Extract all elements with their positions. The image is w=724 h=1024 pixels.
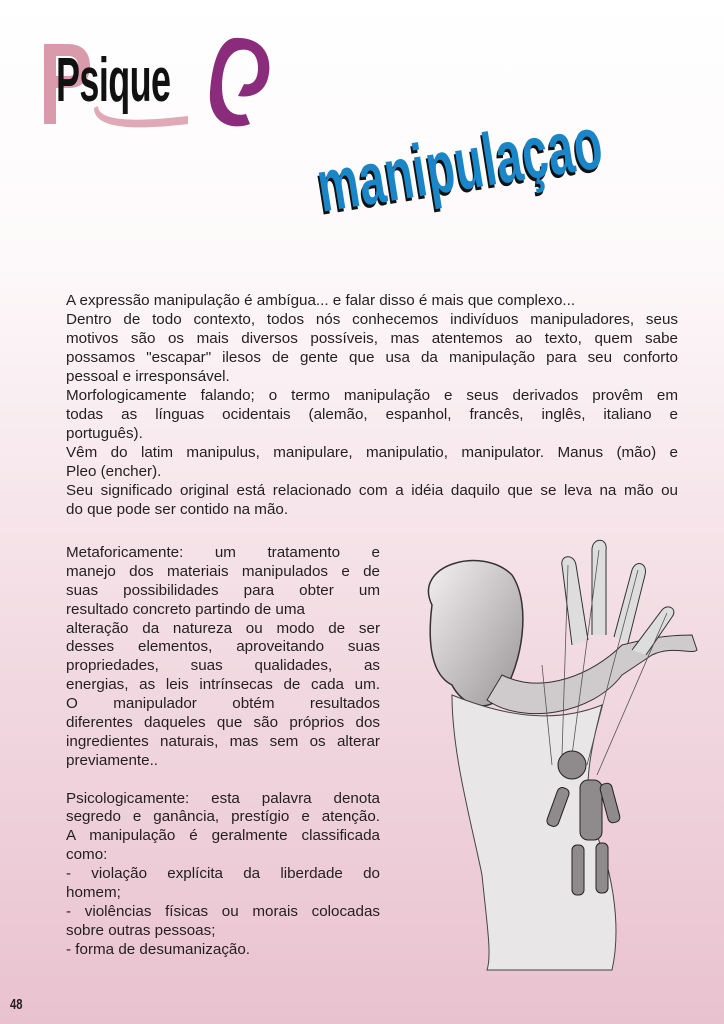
text-line: resultado concreto partindo de uma: [66, 600, 305, 618]
text-line: homem;: [66, 884, 121, 902]
puppet-hand-illustration: [392, 525, 712, 975]
text-line: Metaforicamente: um tratamento e: [66, 544, 380, 561]
text-line: suas possibilidades para obter um: [66, 581, 380, 599]
magazine-logo: [38, 36, 278, 131]
text-line: - violências físicas ou morais colocadas: [66, 902, 380, 920]
text-line: A manipulação é geralmente classificada: [66, 827, 380, 845]
text-line: Pleo (encher).: [66, 463, 162, 480]
text-line: sobre outras pessoas;: [66, 921, 216, 939]
text-line: previamente..: [66, 751, 159, 769]
text-line: - forma de desumanização.: [66, 940, 251, 958]
column-text: [66, 544, 380, 960]
text-line: A expressão manipulação é ambígua... e falar disso é mais que complexo...: [66, 292, 576, 309]
text-line: Vêm do latim manipulus, manipulare, manipulatio, manipulator. Manus (mão) e: [66, 444, 678, 461]
text-line: Psicologicamente: esta palavra denota: [66, 789, 380, 807]
text-line: propriedades, suas qualidades, as: [66, 657, 380, 675]
text-line: Dentro de todo contexto, todos nós conhecemos indivíduos manipuladores, seus: [66, 311, 678, 328]
text-line: Seu significado original está relacionado com a idéia daquilo que se leva na mão ou: [66, 482, 678, 499]
text-line: como:: [66, 846, 108, 864]
text-line: possamos "escapar" ilesos de gente que usa da manipulação para seu conforto: [66, 349, 678, 366]
logo-text: Psique: [56, 46, 171, 115]
text-line: pessoal e irresponsável.: [66, 368, 230, 385]
text-line: alteração da natureza ou modo de ser: [66, 619, 380, 637]
text-line: ingredientes naturais, mas sem os alterar: [66, 732, 380, 750]
text-line: [66, 771, 380, 790]
text-line: energias, as leis intrínsecas de cada um.: [66, 676, 380, 694]
text-line: português).: [66, 425, 143, 442]
text-line: - violação explícita da liberdade do: [66, 865, 380, 883]
text-line: do que pode ser contido na mão.: [66, 501, 289, 518]
page-number: 48: [10, 996, 23, 1013]
text-line: manejo dos materiais manipulados e de: [66, 562, 380, 580]
text-line: O manipulador obtém resultados: [66, 695, 380, 713]
text-line: Morfologicamente falando; o termo manipulação e seus derivados provêm em: [66, 387, 678, 404]
text-line: diferentes daqueles que são próprios dos: [66, 714, 380, 732]
text-line: todas as línguas ocidentais (alemão, espanhol, francês, inglês, italiano e: [66, 406, 678, 423]
article-title: manipulaçao: [311, 100, 609, 228]
text-line: desses elementos, aproveitando suas: [66, 638, 380, 656]
text-line: motivos são os mais diversos possíveis, mas atentemos ao texto, quem sabe: [66, 330, 678, 347]
intro-text: [66, 291, 678, 519]
text-line: segredo e ganância, prestígio e atenção.: [66, 808, 380, 826]
